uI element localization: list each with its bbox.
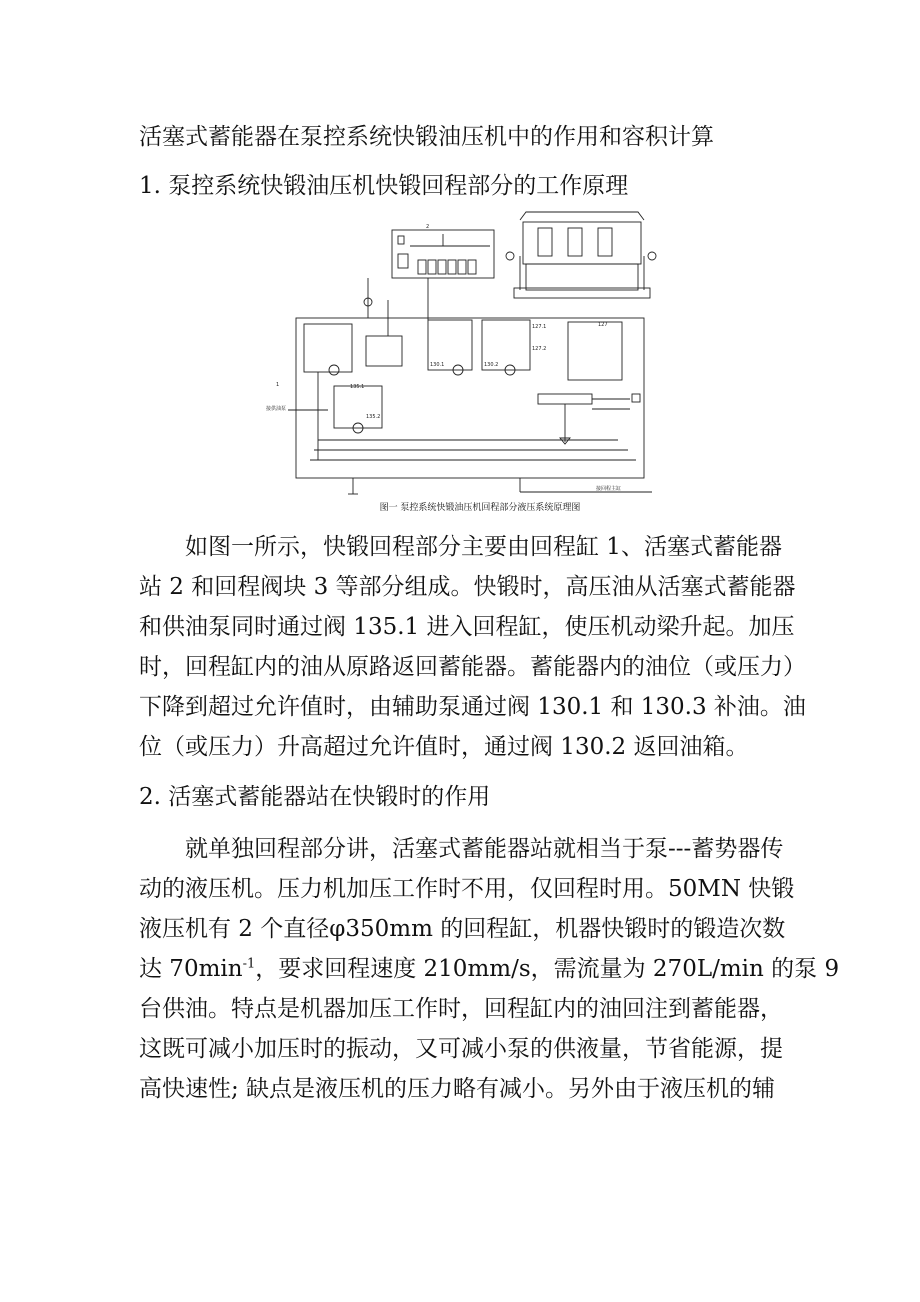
paragraph-2-line-7: 高快速性; 缺点是液压机的压力略有减小。另外由于液压机的辅 — [139, 1076, 776, 1102]
label-130-2: 130.2 — [484, 362, 499, 368]
label-main-cylinder: 接回程主缸 — [596, 486, 622, 492]
label-127: 127 — [598, 322, 608, 328]
rate-text: 达 70min — [139, 956, 243, 982]
paragraph-2-line-5: 台供油。特点是机器加压工作时，回程缸内的油回注到蓄能器， — [139, 996, 783, 1022]
paragraph-2-line-6: 这既可减小加压时的振动，又可减小泵的供液量，节省能源，提 — [139, 1036, 783, 1062]
rate-text-rest: ，要求回程速度 210mm/s，需流量为 270L/min 的泵 9 — [255, 956, 840, 982]
paragraph-2-line-1: 就单独回程部分讲，活塞式蓄能器站就相当于泵---蓄势器传 — [185, 836, 784, 862]
label-num-1: 1 — [276, 382, 280, 388]
paragraph-2-line-4 — [139, 954, 839, 984]
section-heading-2: 2. 活塞式蓄能器站在快锻时的作用 — [139, 784, 491, 810]
paragraph-1-line-2: 站 2 和回程阀块 3 等部分组成。快锻时，高压油从活塞式蓄能器 — [139, 574, 796, 600]
hydraulic-schematic-figure — [258, 210, 664, 520]
label-127-1: 127.1 — [532, 324, 547, 330]
paragraph-2-line-2: 动的液压机。压力机加压工作时不用，仅回程时用。50MN 快锻 — [139, 876, 795, 902]
label-130-1: 130.1 — [430, 362, 445, 368]
paragraph-1-line-3: 和供油泵同时通过阀 135.1 进入回程缸，使压机动梁升起。加压 — [139, 614, 795, 640]
figure-caption: 图一 泵控系统快锻油压机回程部分液压系统原理图 — [379, 503, 581, 513]
paragraph-1-line-1: 如图一所示，快锻回程部分主要由回程缸 1、活塞式蓄能器 — [185, 534, 782, 560]
label-num-2: 2 — [426, 224, 430, 230]
label-pump-inlet: 接供油泵 — [266, 406, 287, 412]
rate-superscript: -1 — [242, 956, 256, 972]
paragraph-1-line-4: 时，回程缸内的油从原路返回蓄能器。蓄能器内的油位（或压力） — [139, 654, 806, 680]
label-127-2: 127.2 — [532, 346, 547, 352]
paragraph-1-line-5: 下降到超过允许值时，由辅助泵通过阀 130.1 和 130.3 补油。油 — [139, 694, 806, 720]
section-heading-1: 1. 泵控系统快锻油压机快锻回程部分的工作原理 — [139, 173, 629, 199]
paragraph-1-line-6: 位（或压力）升高超过允许值时，通过阀 130.2 返回油箱。 — [139, 734, 749, 760]
label-135-2: 135.2 — [366, 414, 381, 420]
paragraph-2-line-3: 液压机有 2 个直径φ350mm 的回程缸，机器快锻时的锻造次数 — [139, 916, 786, 942]
page-title: 活塞式蓄能器在泵控系统快锻油压机中的作用和容积计算 — [139, 124, 714, 150]
label-135-1: 135.1 — [350, 384, 365, 390]
